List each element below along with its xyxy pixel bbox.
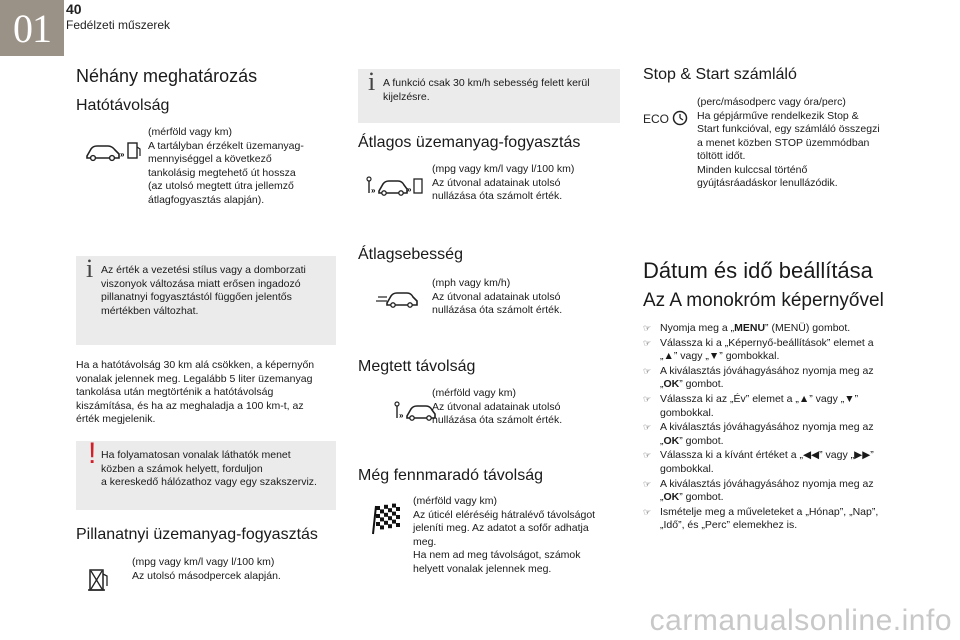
step-item: [643, 337, 903, 364]
step-item: [643, 478, 903, 505]
step-text: Válassza ki az „Év” elemet a „▲” vagy „▼” gombokkal.: [660, 392, 859, 419]
step-arrow-icon: ☞: [643, 450, 652, 461]
speed-gauge-car-icon: [376, 287, 422, 311]
step-item: [643, 322, 903, 336]
average-speed-text: (mph vagy km/h) Az útvonal adatainak utolsó nullázása óta számolt érték.: [432, 277, 563, 316]
step-text: Válassza ki a „Képernyő-beállítások” elemet a „▲” vagy „▼” gombokkal.: [660, 336, 874, 363]
step-arrow-icon: ☞: [643, 365, 652, 376]
svg-text:»: »: [120, 150, 125, 159]
svg-text:»: »: [371, 186, 376, 195]
info-box-speed: [358, 69, 620, 123]
average-speed-heading: Átlagsebesség: [358, 246, 463, 263]
step-arrow-icon: ☞: [643, 478, 652, 489]
instant-consumption-heading: Pillanatnyi üzemanyag-fogyasztás: [76, 526, 318, 543]
instant-consumption-text: (mpg vagy km/l vagy l/100 km) Az utolsó másodpercek alapján.: [132, 556, 281, 582]
date-time-steps-list: [643, 322, 903, 534]
step-arrow-icon: ☞: [643, 337, 652, 348]
step-item: [643, 365, 903, 392]
trip-fuel-consumption-icon: [366, 175, 426, 199]
section-title: Fedélzeti műszerek: [66, 18, 171, 32]
watermark: carmanualsonline.info: [649, 604, 952, 637]
svg-text:»: »: [399, 411, 404, 420]
info-box-text: A funkció csak 30 km/h sebesség felett kerül kijelzésre.: [383, 77, 590, 103]
range-heading: Hatótávolság: [76, 97, 170, 114]
distance-text: (mérföld vagy km) Az útvonal adatainak utolsó nullázása óta számolt érték.: [432, 387, 563, 426]
step-arrow-icon: ☞: [643, 393, 652, 404]
step-item: [643, 421, 903, 448]
page-number: 40: [66, 1, 82, 17]
average-consumption-text: (mpg vagy km/l vagy l/100 km) Az útvonal adatainak utolsó nullázása óta számolt érték.: [432, 163, 575, 202]
warning-box-text: Ha folyamatosan vonalak láthatók menet közben a számok helyett, forduljon a kereskedő hálózathoz vagy egy szakszerviz.: [101, 449, 317, 488]
info-box-range: [76, 256, 336, 345]
fuel-pump-icon: [88, 566, 110, 592]
range-text: (mérföld vagy km) A tartályban érzékelt üzemanyag- mennyiséggel a következő tankolásig megtehető út hossza (az utolsó megtett útra jellemző átlagfogyasztás alapján).: [148, 126, 304, 206]
range-paragraph: Ha a hatótávolság 30 km alá csökken, a képernyőn vonalak jelennek meg. Legalább 5 liter üzemanyag tankolása után megtörténik a hatótávolság kiszámítása, és ha az meghaladja a 100 km-t, az érték megjelenik.: [76, 359, 315, 425]
step-text: Nyomja meg a „MENU” (MENÜ) gombot.: [660, 322, 851, 334]
warning-icon: !: [88, 437, 97, 470]
step-text: A kiválasztás jóváhagyásához nyomja meg az „OK” gombot.: [660, 364, 874, 391]
distance-heading: Megtett távolság: [358, 358, 476, 375]
date-time-title: Dátum és idő beállítása: [643, 258, 873, 283]
step-item: [643, 506, 903, 533]
step-text: A kiválasztás jóváhagyásához nyomja meg az „OK” gombot.: [660, 421, 874, 447]
eco-stop-start-icon: [643, 108, 689, 128]
monochrome-screen-heading: Az A monokróm képernyővel: [643, 290, 884, 311]
remaining-distance-text: (mérföld vagy km) Az úticél eléréséig hátralévő távolságot jeleníti meg. Az adatot a sofőr adhatja meg. Ha nem ad meg távolságot, számok helyett vonalak jelennek meg.: [413, 495, 596, 575]
step-arrow-icon: ☞: [643, 506, 652, 517]
step-arrow-icon: ☞: [643, 422, 652, 433]
warning-box: [76, 437, 336, 510]
checkered-flag-pattern: [373, 504, 400, 534]
step-arrow-icon: ☞: [643, 323, 652, 333]
chapter-tab: 01: [0, 0, 64, 56]
step-text: A kiválasztás jóváhagyásához nyomja meg az „OK” gombot.: [660, 477, 874, 504]
svg-text:»: »: [407, 185, 412, 194]
remaining-distance-heading: Még fennmaradó távolság: [358, 467, 543, 484]
car-fuel-range-icon: [84, 140, 142, 164]
step-item: [643, 393, 903, 420]
average-consumption-heading: Átlagos üzemanyag-fogyasztás: [358, 134, 581, 151]
info-icon: i: [368, 67, 376, 96]
checkered-flag-icon: [370, 503, 402, 535]
stop-start-heading: Stop & Start számláló: [643, 66, 797, 83]
stop-start-text: (perc/másodperc vagy óra/perc) Ha gépjárműve rendelkezik Stop & Start funkcióval, egy számláló összegzi a menet közben STOP üzemmódban töltött időt. Minden kulccsal történő gyújtásráadáskor lenullázódik.: [697, 96, 880, 189]
page-title: Néhány meghatározás: [76, 66, 258, 86]
step-item: [643, 449, 903, 476]
info-icon: i: [86, 254, 94, 283]
eco-icon-label: ECO: [643, 112, 670, 126]
info-box-text: Az érték a vezetési stílus vagy a domborzati viszonyok változása miatt erősen ingadozó pillanatnyi fogyasztástól függően jelentős mértékben változhat.: [101, 264, 306, 317]
step-text: Válassza ki a kívánt értéket a „◀◀” vagy „▶▶” gombokkal.: [660, 449, 874, 475]
step-text: Ismételje meg a műveleteket a „Hónap”, „Nap”, „Idő”, és „Perc” elemekhez is.: [660, 505, 879, 532]
